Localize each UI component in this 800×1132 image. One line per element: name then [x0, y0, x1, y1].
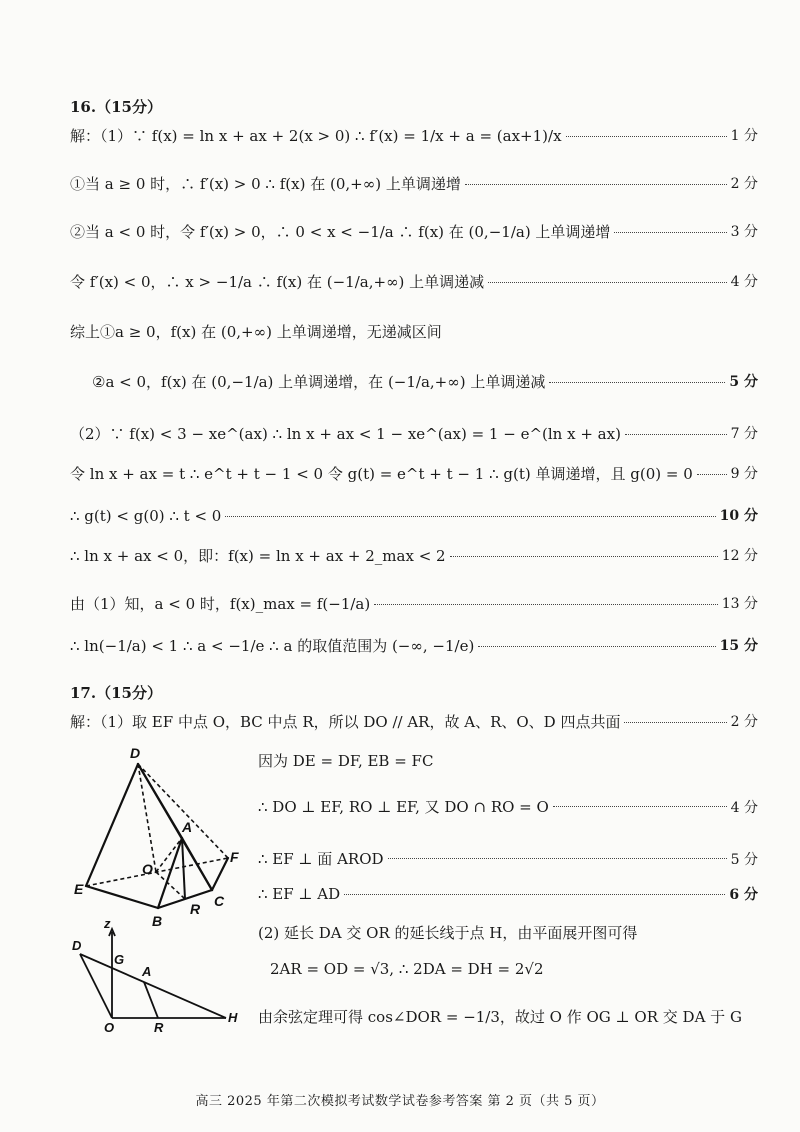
label-o: O	[142, 861, 153, 877]
label-d: D	[130, 745, 141, 761]
label-o: O	[104, 1020, 115, 1035]
label-g: G	[114, 952, 125, 967]
hidden-edge-or	[156, 872, 185, 899]
q16-line-1	[70, 126, 758, 146]
label-z: z	[104, 918, 111, 931]
edge-cf	[212, 858, 228, 890]
q16-line-8-score: 9 分	[730, 466, 758, 482]
q16-heading: 16.（15分）	[70, 98, 162, 116]
label-b: B	[152, 913, 163, 929]
q16-line-4	[70, 272, 758, 292]
q16-line-6-score: 5 分	[729, 374, 758, 390]
q17-line-7: 2AR = OD = √3, ∴ 2DA = DH = 2√2	[270, 960, 544, 978]
q16-line-1-score: 1 分	[730, 128, 758, 144]
q17-line-4-text: ∴ EF ⊥ 面 AROD	[258, 850, 384, 868]
dot-leader	[624, 722, 726, 723]
q17-line-6: (2) 延长 DA 交 OR 的延长线于点 H，由平面展开图可得	[258, 924, 638, 942]
label-a: A	[182, 819, 193, 835]
label-a: A	[142, 964, 152, 979]
q17-line-5-score: 6 分	[729, 887, 758, 903]
q16-line-6	[92, 372, 758, 392]
q16-line-7-text: （2）∵ f(x) < 3 − xe^(ax) ∴ ln x + ax < 1 − xe^(ax) = 1 − e^(ln x + ax)	[70, 425, 621, 443]
label-r: R	[154, 1020, 164, 1035]
label-c: C	[214, 893, 225, 909]
dot-leader	[465, 184, 727, 185]
q16-line-2-score: 2 分	[730, 176, 758, 192]
q16-line-3-score: 3 分	[730, 224, 758, 240]
q16-line-2	[70, 174, 758, 194]
q16-line-3	[70, 222, 758, 242]
q16-line-7-score: 7 分	[730, 426, 758, 442]
dot-leader	[566, 136, 727, 137]
hidden-edge-oa	[156, 838, 182, 872]
dot-leader	[450, 556, 718, 557]
q17-line-1	[70, 712, 758, 732]
q16-line-8	[70, 464, 758, 484]
dot-leader	[614, 232, 726, 233]
q16-line-12	[70, 636, 758, 656]
q17-line-5-text: ∴ EF ⊥ AD	[258, 885, 341, 903]
q17-line-5	[258, 884, 758, 904]
q17-line-1-text: 解：（1）取 EF 中点 O，BC 中点 R，所以 DO // AR，故 A、R、O、D 四点共面	[70, 713, 621, 731]
dot-leader	[478, 646, 715, 647]
label-f: F	[230, 849, 239, 865]
geometry-figure-2d	[66, 918, 252, 1036]
q16-line-4-text: 令 f′(x) < 0，∴ x > −1/a ∴ f(x) 在 (−1/a,+∞) 上单调递减	[70, 273, 485, 291]
q17-line-1-score: 2 分	[730, 714, 758, 730]
q16-line-9	[70, 506, 758, 526]
dot-leader	[697, 474, 727, 475]
q16-line-8-text: 令 ln x + ax = t ∴ e^t + t − 1 < 0 令 g(t) = e^t + t − 1 ∴ g(t) 单调递增，且 g(0) = 0	[70, 465, 693, 483]
edge-de	[86, 764, 138, 886]
dot-leader	[388, 858, 727, 859]
q16-line-2-text: ①当 a ≥ 0 时，∴ f′(x) > 0 ∴ f(x) 在 (0,+∞) 上单调递增	[70, 175, 461, 193]
q16-line-10-score: 12 分	[721, 548, 758, 564]
line-do	[80, 954, 112, 1018]
dot-leader	[374, 604, 718, 605]
page-footer: 高三 2025 年第二次模拟考试数学试卷参考答案 第 2 页（共 5 页）	[195, 1094, 605, 1109]
dot-leader	[553, 806, 727, 807]
dot-leader	[549, 382, 725, 383]
label-h: H	[228, 1010, 238, 1025]
q17-line-3	[258, 796, 758, 817]
q16-line-11	[70, 594, 758, 614]
edge-eb	[86, 886, 158, 908]
q16-line-6-text: ②a < 0，f(x) 在 (0,−1/a) 上单调递增，在 (−1/a,+∞) 上单调递减	[92, 373, 546, 391]
q17-line-4	[258, 848, 758, 869]
q17-heading: 17.（15分）	[70, 684, 162, 702]
q16-line-5	[70, 322, 758, 342]
edge-ba	[158, 838, 182, 908]
q16-line-12-score: 15 分	[719, 638, 758, 654]
q16-line-1-text: 解：（1）∵ f(x) = ln x + ax + 2(x > 0) ∴ f′(x) = 1/x + a = (ax+1)/x	[70, 127, 562, 145]
q16-line-12-text: ∴ ln(−1/a) < 1 ∴ a < −1/e ∴ a 的取值范围为 (−∞, −1/e)	[70, 637, 475, 655]
label-r: R	[190, 901, 201, 917]
q17-line-2: 因为 DE = DF, EB = FC	[258, 752, 434, 770]
q16-line-5-text: 综上①a ≥ 0，f(x) 在 (0,+∞) 上单调递增，无递减区间	[70, 323, 442, 341]
q16-line-11-text: 由（1）知，a < 0 时，f(x)_max = f(−1/a)	[70, 595, 371, 613]
dot-leader	[344, 894, 725, 895]
q16-line-9-text: ∴ g(t) < g(0) ∴ t < 0	[70, 507, 222, 525]
q17-line-3-text: ∴ DO ⊥ EF, RO ⊥ EF, 又 DO ∩ RO = O	[258, 798, 549, 816]
label-e: E	[74, 881, 84, 897]
label-d: D	[72, 938, 82, 953]
dot-leader	[625, 434, 727, 435]
line-dh	[80, 954, 226, 1018]
q16-line-9-score: 10 分	[719, 508, 758, 524]
q16-line-10	[70, 546, 758, 566]
geometry-figure-3d	[72, 740, 262, 930]
edge-ar	[182, 838, 185, 899]
q16-line-11-score: 13 分	[721, 596, 758, 612]
q16-line-10-text: ∴ ln x + ax < 0，即：f(x) = ln x + ax + 2_max < 2	[70, 547, 446, 565]
dot-leader	[488, 282, 726, 283]
q17-line-8: 由余弦定理可得 cos∠DOR = −1/3，故过 O 作 OG ⊥ OR 交 DA 于 G	[258, 1008, 742, 1026]
q16-line-3-text: ②当 a < 0 时，令 f′(x) > 0，∴ 0 < x < −1/a ∴ f(x) 在 (0,−1/a) 上单调递增	[70, 223, 611, 241]
q16-line-4-score: 4 分	[730, 274, 758, 290]
q16-line-7	[70, 424, 758, 444]
dot-leader	[225, 516, 715, 517]
q17-line-3-score: 4 分	[730, 799, 758, 816]
q17-line-4-score: 5 分	[730, 851, 758, 868]
